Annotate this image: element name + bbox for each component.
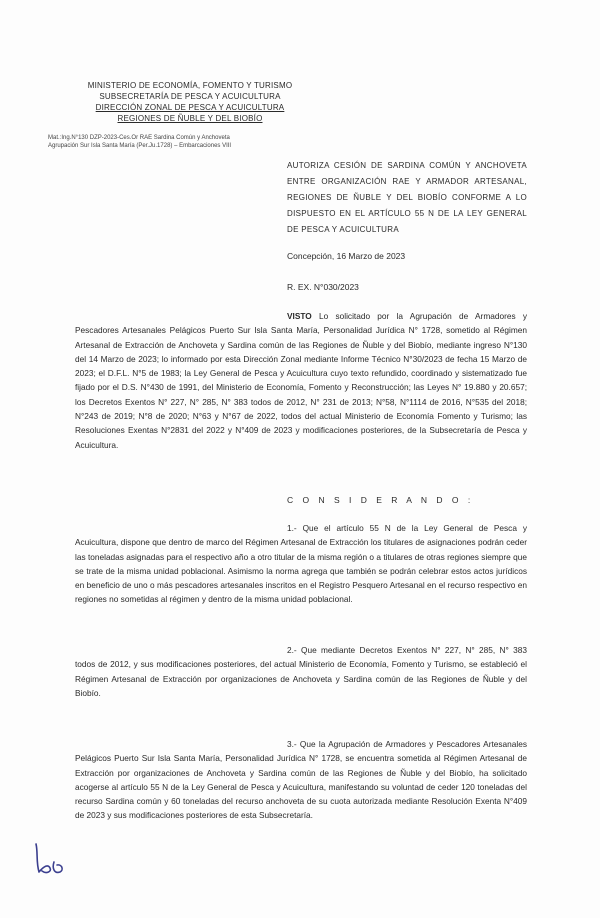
reference-line-2: Agrupación Sur Isla Santa María (Per.Ju.1728) – Embarcaciones VIII xyxy=(48,143,232,149)
considerando-paragraph-1: 1.- Que el artículo 55 N de la Ley General de Pesca y Acuicultura, dispone que dentro de marco del Régimen Artesanal de Extracción los titulares de asignaciones podrán ceder las toneladas asignadas para el respectivo año a otro titular de la misma región o a titulares de otras regiones siempre que se trate de la misma unidad poblacional. Asimismo la norma agrega que también se podrán celebrar estos actos jurídicos en beneficio de uno o más pescadores artesanales inscritos en el Registro Pesquero Artesanal en el recurso respectivo en regiones no sometidas al régimen y dentro de la misma unidad poblacional. xyxy=(75,523,527,605)
handwritten-initials xyxy=(30,838,70,878)
reference-line-1: Mat.:Ing.N°130 DZP-2023-Ces.Or RAE Sardina Común y Anchoveta xyxy=(48,135,230,141)
considerando-paragraph-2: 2.- Que mediante Decretos Exentos N° 227, N° 285, N° 383 todos de 2012, y sus modificaciones posteriores, del actual Ministerio de Economía, Fomento y Turismo, se estableció el Régimen Artesanal de Extracción por organizaciones de Anchoveta y Sardina común de las Regiones de Ñuble y del Biobío. xyxy=(75,645,527,698)
considerando-heading: C O N S I D E R A N D O : xyxy=(287,495,474,505)
visto-text: Lo solicitado por la Agrupación de Armadores y Pescadores Artesanales Pelágicos Puerto Sur Isla Santa María, Personalidad Jurídica N° 1728, sometido al Régimen Artesanal de Extracción de Anchoveta y Sardina común de las Regiones de Ñuble y del Biobío, mediante ingreso N°130 del 14 Marzo de 2023; lo informado por esta Dirección Zonal mediante Informe Técnico N°30/2023 de fecha 15 Marzo de 2023; el D.F.L. N°5 de 1983; la Ley General de Pesca y Acuicultura cuyo texto refundido, coordinado y sistematizado fue fijado por el D.S. N°430 de 1991, del Ministerio de Economía, Fomento y Reconstrucción; las Leyes N° 19.880 y 20.657; los Decretos Exentos N° 227, N° 285, N° 383 todos de 2012, N° 231 de 2013; N°58, N°1114 de 2016, N°535 del 2018; N°243 de 2019; N°8 de 2020; N°63 y N°67 de 2022, todos del actual Ministerio de Economía Fomento y Turismo; las Resoluciones Exentas N°2831 del 2022 y N°409 de 2023 y modificaciones posteriores, de la Subsecretaría de Pesca y Acuicultura. xyxy=(75,311,527,450)
document-title: AUTORIZA CESIÓN DE SARDINA COMÚN Y ANCHOVETA ENTRE ORGANIZACIÓN RAE Y ARMADOR ARTESANAL, REGIONES DE ÑUBLE Y DEL BIOBÍO CONFORME A LO DISPUESTO EN EL ARTÍCULO 55 N DE LA LEY GENERAL DE PESCA Y ACUICULTURA xyxy=(287,161,527,234)
resolution-number: R. EX. N°030/2023 xyxy=(287,282,359,292)
zonal-directorate-name: DIRECCIÓN ZONAL DE PESCA Y ACUICULTURA xyxy=(95,103,285,112)
considerando-paragraph-3: 3.- Que la Agrupación de Armadores y Pescadores Artesanales Pelágicos Puerto Sur Isla Santa María, Personalidad Jurídica N° 1728, se encuentra sometida al Régimen Artesanal de Extracción por organizaciones de Anchoveta y Sardina común de las Regiones de Ñuble y del Biobío, ha solicitado acogerse al artículo 55 N de la Ley General de Pesca y Acuicultura, manifestando su voluntad de ceder 120 toneladas del recurso Sardina común y 60 toneladas del recurso anchoveta de su cuota autorizada mediante Resolución Exenta N°409 de 2023 y sus modificaciones posteriores de esta Subsecretaría. xyxy=(75,739,527,821)
reference-note xyxy=(48,134,298,150)
subsecretariat-name: SUBSECRETARÍA DE PESCA Y ACUICULTURA xyxy=(99,92,281,101)
visto-label: VISTO xyxy=(287,311,312,321)
ministry-name: MINISTERIO DE ECONOMÍA, FOMENTO Y TURISMO xyxy=(87,81,293,90)
regions-name: REGIONES DE ÑUBLE Y DEL BIOBÍO xyxy=(117,114,263,123)
place-date: Concepción, 16 Marzo de 2023 xyxy=(287,251,406,261)
visto-paragraph xyxy=(75,309,527,452)
letterhead xyxy=(60,80,320,124)
